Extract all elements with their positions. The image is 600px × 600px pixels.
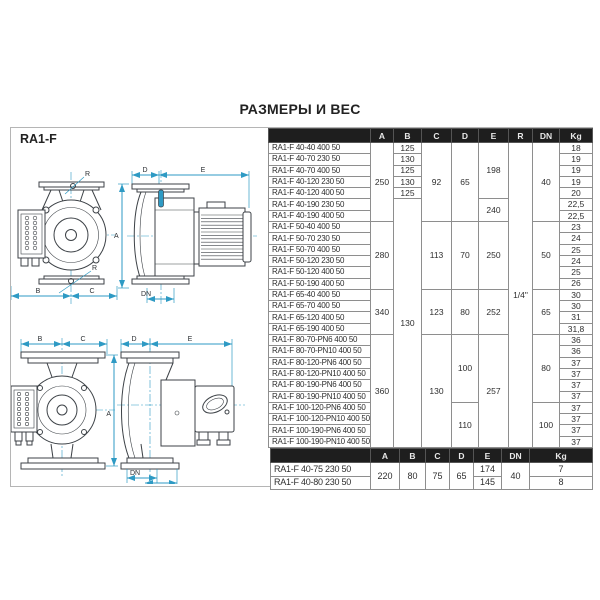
dim-e-cell: 250 xyxy=(479,222,509,290)
model-cell: RA1-F 80-190-PN6 400 50 xyxy=(269,380,371,391)
main-table xyxy=(268,128,593,448)
dim-e-cell: 252 xyxy=(479,289,509,334)
dim-d-cell: 65 xyxy=(452,143,479,222)
model-cell: RA1-F 80-120-PN6 400 50 xyxy=(269,357,371,368)
dim-label-c-top: C xyxy=(89,288,95,295)
model-cell: RA1-F 50-40 400 50 xyxy=(269,222,371,233)
pump-side-view-top xyxy=(114,167,257,304)
dim-kg-cell: 37 xyxy=(560,436,593,447)
dim-e-cell: 240 xyxy=(479,199,509,222)
dim-e-cell: 145 xyxy=(474,476,502,490)
dim-a-cell: 340 xyxy=(371,289,394,334)
dim-c-cell: 113 xyxy=(422,222,452,290)
dim-kg-cell: 25 xyxy=(560,267,593,278)
dim-kg-cell: 19 xyxy=(560,154,593,165)
dim-a-cell: 280 xyxy=(371,222,394,290)
model-cell: RA1-F 50-120 230 50 xyxy=(269,255,371,266)
table-row xyxy=(269,222,593,233)
dim-dn-cell: 100 xyxy=(533,402,560,447)
column-header: B xyxy=(394,129,422,143)
dim-label-dn-bottom: DN xyxy=(130,470,141,477)
dim-dn-cell: 50 xyxy=(533,222,560,290)
dim-kg-cell: 25 xyxy=(560,244,593,255)
column-header: C xyxy=(426,449,450,463)
model-cell: RA1-F 80-70-PN10 400 50 xyxy=(269,346,371,357)
dim-a-cell: 360 xyxy=(371,335,394,448)
dim-kg-cell: 7 xyxy=(530,463,593,477)
dim-d-cell: 110 xyxy=(452,402,479,447)
technical-drawing xyxy=(11,128,263,484)
dim-label-a-top: A xyxy=(114,233,119,240)
column-header: E xyxy=(474,449,502,463)
dim-kg-cell: 37 xyxy=(560,402,593,413)
column-header: C xyxy=(422,129,452,143)
dim-b-cell: 130 xyxy=(394,176,422,187)
dim-label-r-top: R xyxy=(85,171,91,178)
dimensions-table-wrap xyxy=(268,128,592,447)
dim-kg-cell: 24 xyxy=(560,233,593,244)
table-row xyxy=(269,289,593,300)
model-cell: RA1-F 50-190 400 50 xyxy=(269,278,371,289)
column-header: E xyxy=(479,129,509,143)
dim-label-a-bottom: A xyxy=(106,411,111,418)
dim-b-cell: 130 xyxy=(394,199,422,448)
dim-label-dn-top: DN xyxy=(141,291,152,298)
column-header: A xyxy=(371,449,400,463)
terminal-box xyxy=(11,386,37,445)
dim-kg-cell: 31 xyxy=(560,312,593,323)
dim-kg-cell: 37 xyxy=(560,380,593,391)
dim-kg-cell: 19 xyxy=(560,165,593,176)
dim-kg-cell: 36 xyxy=(560,335,593,346)
dim-kg-cell: 8 xyxy=(530,476,593,490)
column-header: D xyxy=(450,449,474,463)
dim-kg-cell: 37 xyxy=(560,414,593,425)
model-cell: RA1-F 65-120 400 50 xyxy=(269,312,371,323)
dim-label-d-bottom: D xyxy=(131,336,137,343)
dim-c-cell: 123 xyxy=(422,289,452,334)
column-header: B xyxy=(400,449,426,463)
dim-dn-cell: 80 xyxy=(533,335,560,403)
dim-e-cell: 198 xyxy=(479,143,509,199)
dim-kg-cell: 20 xyxy=(560,188,593,199)
dim-kg-cell: 22,5 xyxy=(560,210,593,221)
dim-label-b-top: B xyxy=(35,288,41,295)
dim-c-cell: 130 xyxy=(422,335,452,448)
dim-kg-cell: 30 xyxy=(560,289,593,300)
model-cell: RA1-F 40-120 400 50 xyxy=(269,188,371,199)
model-cell: RA1-F 40-75 230 50 xyxy=(271,463,371,477)
dim-d-cell: 65 xyxy=(450,463,474,490)
dim-b-cell: 130 xyxy=(394,154,422,165)
dim-b-cell: 125 xyxy=(394,143,422,154)
column-header xyxy=(269,129,371,143)
model-cell: RA1-F 100-190-PN10 400 50 xyxy=(269,436,371,447)
dim-d-cell: 80 xyxy=(452,289,479,334)
dim-c-cell: 75 xyxy=(426,463,450,490)
series-label: RA1-F xyxy=(20,132,57,146)
dim-a-cell: 220 xyxy=(371,463,400,490)
dim-label-c-bottom: C xyxy=(80,336,86,343)
model-cell: RA1-F 50-120 400 50 xyxy=(269,267,371,278)
dim-kg-cell: 24 xyxy=(560,255,593,266)
motor xyxy=(195,386,234,445)
column-header: DN xyxy=(533,129,560,143)
dim-kg-cell: 26 xyxy=(560,278,593,289)
dim-kg-cell: 37 xyxy=(560,391,593,402)
model-cell: RA1-F 40-190 400 50 xyxy=(269,210,371,221)
dim-b-cell: 125 xyxy=(394,188,422,199)
model-cell: RA1-F 50-70 230 50 xyxy=(269,233,371,244)
column-header xyxy=(271,449,371,463)
model-cell: RA1-F 40-40 400 50 xyxy=(269,143,371,154)
model-cell: RA1-F 65-40 400 50 xyxy=(269,289,371,300)
dim-label-e-bottom: E xyxy=(187,336,193,343)
dim-e-cell: 257 xyxy=(479,335,509,448)
header-row xyxy=(271,449,593,463)
pump-side-view-bottom xyxy=(117,336,245,484)
model-cell: RA1-F 65-70 400 50 xyxy=(269,301,371,312)
dim-kg-cell: 37 xyxy=(560,357,593,368)
dim-dn-cell: 40 xyxy=(533,143,560,222)
table-row xyxy=(269,143,593,154)
model-cell: RA1-F 80-120-PN10 400 50 xyxy=(269,368,371,379)
dim-label-d-top: D xyxy=(142,167,148,174)
motor xyxy=(194,202,251,266)
dim-kg-cell: 37 xyxy=(560,368,593,379)
model-cell: RA1-F 100-190-PN6 400 50 xyxy=(269,425,371,436)
dim-c-cell: 92 xyxy=(422,143,452,222)
dim-d-cell: 70 xyxy=(452,222,479,290)
dim-b-cell: 125 xyxy=(394,165,422,176)
model-cell: RA1-F 40-80 230 50 xyxy=(271,476,371,490)
page-title: РАЗМЕРЫ И ВЕС xyxy=(239,101,361,117)
column-header: Kg xyxy=(530,449,593,463)
column-header: Kg xyxy=(560,129,593,143)
terminal-box xyxy=(18,210,45,266)
column-header: DN xyxy=(502,449,530,463)
pump-front-view-top xyxy=(11,171,117,304)
pump-front-view-bottom xyxy=(11,336,118,478)
dim-kg-cell: 36 xyxy=(560,346,593,357)
model-cell: RA1-F 100-120-PN6 400 50 xyxy=(269,402,371,413)
dim-kg-cell: 37 xyxy=(560,425,593,436)
dim-label-b-bottom: B xyxy=(37,336,43,343)
dim-r-cell: 1/4" xyxy=(509,143,533,448)
model-cell: RA1-F 100-120-PN10 400 50 xyxy=(269,414,371,425)
dim-dn-cell: 65 xyxy=(533,289,560,334)
dim-dn-cell: 40 xyxy=(502,463,530,490)
model-cell: RA1-F 50-70 400 50 xyxy=(269,244,371,255)
column-header: D xyxy=(452,129,479,143)
dim-b-cell: 80 xyxy=(400,463,426,490)
dim-kg-cell: 22,5 xyxy=(560,199,593,210)
dim-kg-cell: 18 xyxy=(560,143,593,154)
secondary-table xyxy=(270,448,593,490)
model-cell: RA1-F 40-120 230 50 xyxy=(269,176,371,187)
column-header: A xyxy=(371,129,394,143)
dim-a-cell: 250 xyxy=(371,143,394,222)
secondary-table-wrap xyxy=(270,448,592,488)
dim-label-e-top: E xyxy=(200,167,206,174)
model-cell: RA1-F 65-190 400 50 xyxy=(269,323,371,334)
dim-d-cell: 100 xyxy=(452,335,479,403)
model-cell: RA1-F 40-190 230 50 xyxy=(269,199,371,210)
model-cell: RA1-F 80-190-PN10 400 50 xyxy=(269,391,371,402)
dim-kg-cell: 23 xyxy=(560,222,593,233)
dim-kg-cell: 31,8 xyxy=(560,323,593,334)
model-cell: RA1-F 80-70-PN6 400 50 xyxy=(269,335,371,346)
dim-kg-cell: 30 xyxy=(560,301,593,312)
model-cell: RA1-F 40-70 230 50 xyxy=(269,154,371,165)
dim-kg-cell: 19 xyxy=(560,176,593,187)
dim-label-r-bottom: R xyxy=(92,265,98,272)
dim-e-cell: 174 xyxy=(474,463,502,477)
model-cell: RA1-F 40-70 400 50 xyxy=(269,165,371,176)
header-row xyxy=(269,129,593,143)
column-header: R xyxy=(509,129,533,143)
table-row xyxy=(269,335,593,346)
table-row xyxy=(271,463,593,477)
